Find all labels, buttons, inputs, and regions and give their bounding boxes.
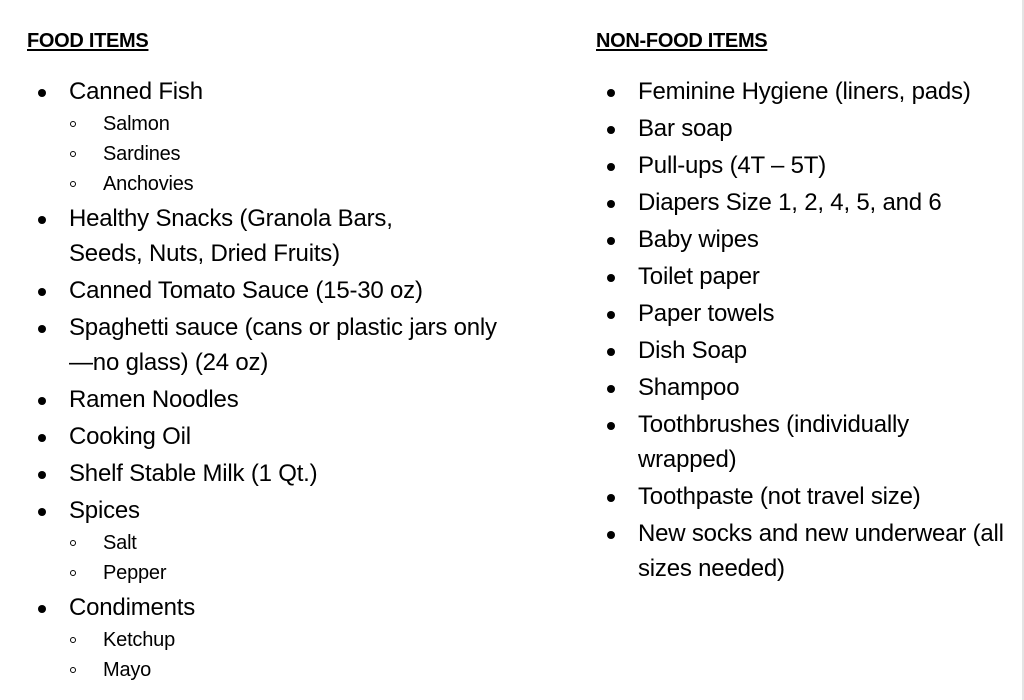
sub-list-item-label: Anchovies: [103, 173, 194, 195]
list-item: [596, 370, 1016, 405]
list-item-label: Shelf Stable Milk (1 Qt.): [69, 460, 318, 487]
list-item: [27, 273, 539, 308]
bullet-icon: [607, 237, 615, 245]
food-items-heading: FOOD ITEMS: [27, 30, 149, 52]
hollow-bullet-icon: [70, 121, 76, 127]
bullet-icon: [607, 163, 615, 171]
bullet-icon: [38, 434, 46, 442]
sub-list-item: [61, 528, 547, 558]
non-food-items-list: [596, 74, 1016, 586]
bullet-icon: [38, 288, 46, 296]
list-item-label: Ramen Noodles: [69, 386, 239, 413]
list-item-label: Toothpaste (not travel size): [638, 483, 921, 510]
sub-list-item-label: Mayo: [103, 659, 152, 681]
sub-list: [61, 528, 547, 588]
list-item: [27, 456, 547, 491]
list-item-label: Baby wipes: [638, 226, 759, 253]
bullet-icon: [607, 89, 615, 97]
sub-list-item: [61, 169, 429, 199]
list-item: [27, 419, 547, 454]
list-item-label: Spices: [69, 497, 140, 524]
list-item: [27, 310, 509, 380]
sub-list-item-label: Pepper: [103, 562, 167, 584]
sub-list-item-label: Salmon: [103, 113, 170, 135]
hollow-bullet-icon: [70, 637, 76, 643]
list-item: [596, 222, 1016, 257]
bullet-icon: [38, 471, 46, 479]
hollow-bullet-icon: [70, 667, 76, 673]
list-item-label: Paper towels: [638, 300, 775, 327]
bullet-icon: [607, 348, 615, 356]
sub-list-item: [61, 109, 429, 139]
hollow-bullet-icon: [70, 570, 76, 576]
bullet-icon: [607, 311, 615, 319]
hollow-bullet-icon: [70, 540, 76, 546]
list-item: [596, 407, 988, 477]
list-item: [596, 111, 1016, 146]
sub-list-item-label: Ketchup: [103, 629, 175, 651]
list-item: [27, 382, 547, 417]
sub-list-item: [61, 655, 547, 685]
bullet-icon: [607, 126, 615, 134]
sub-list-item: [61, 625, 547, 655]
list-item-label: Feminine Hygiene (liners, pads): [638, 78, 971, 105]
sub-list: [61, 109, 429, 199]
bullet-icon: [607, 531, 615, 539]
food-items-list: [27, 74, 547, 685]
list-item: [27, 201, 439, 271]
food-items-column: [27, 28, 547, 687]
list-item: [596, 296, 1016, 331]
list-item: [596, 74, 978, 109]
bullet-icon: [38, 325, 46, 333]
bullet-icon: [38, 605, 46, 613]
sub-list-item-label: Salt: [103, 532, 137, 554]
bullet-icon: [607, 494, 615, 502]
list-item: [596, 333, 1016, 368]
bullet-icon: [607, 274, 615, 282]
list-item: [596, 259, 1016, 294]
bullet-icon: [38, 397, 46, 405]
sub-list: [61, 625, 547, 685]
list-item-label: Condiments: [69, 594, 196, 621]
non-food-items-heading: NON-FOOD ITEMS: [596, 30, 768, 52]
list-item: [596, 185, 1016, 220]
sub-list-item-label: Sardines: [103, 143, 181, 165]
list-item-label: Toilet paper: [638, 263, 760, 290]
bullet-icon: [607, 422, 615, 430]
bullet-icon: [38, 89, 46, 97]
list-item-label: Cooking Oil: [69, 423, 191, 450]
list-item-label: Toothbrushes (individually wrapped): [638, 411, 909, 473]
bullet-icon: [607, 200, 615, 208]
list-item-label: Spaghetti sauce (cans or plastic jars only—no glass) (24 oz): [69, 314, 497, 376]
list-item-label: New socks and new underwear (all sizes needed): [638, 520, 1004, 582]
list-item: [27, 493, 547, 588]
list-item-label: Canned Fish: [69, 78, 203, 105]
sub-list-item: [61, 139, 429, 169]
list-item: [27, 74, 429, 199]
list-item: [596, 479, 1016, 514]
non-food-items-column: [596, 28, 1016, 588]
list-item-label: Bar soap: [638, 115, 733, 142]
hollow-bullet-icon: [70, 181, 76, 187]
sub-list-item: [61, 558, 547, 588]
list-item-label: Diapers Size 1, 2, 4, 5, and 6: [638, 189, 942, 216]
list-item-label: Healthy Snacks (Granola Bars, Seeds, Nuts, Dried Fruits): [69, 205, 393, 267]
bullet-icon: [38, 508, 46, 516]
list-item: [596, 516, 1024, 586]
bullet-icon: [38, 216, 46, 224]
list-item-label: Pull-ups (4T – 5T): [638, 152, 827, 179]
list-item: [596, 148, 1016, 183]
hollow-bullet-icon: [70, 151, 76, 157]
list-item-label: Dish Soap: [638, 337, 747, 364]
bullet-icon: [607, 385, 615, 393]
list-item-label: Canned Tomato Sauce (15-30 oz): [69, 277, 423, 304]
list-item-label: Shampoo: [638, 374, 740, 401]
list-item: [27, 590, 547, 685]
